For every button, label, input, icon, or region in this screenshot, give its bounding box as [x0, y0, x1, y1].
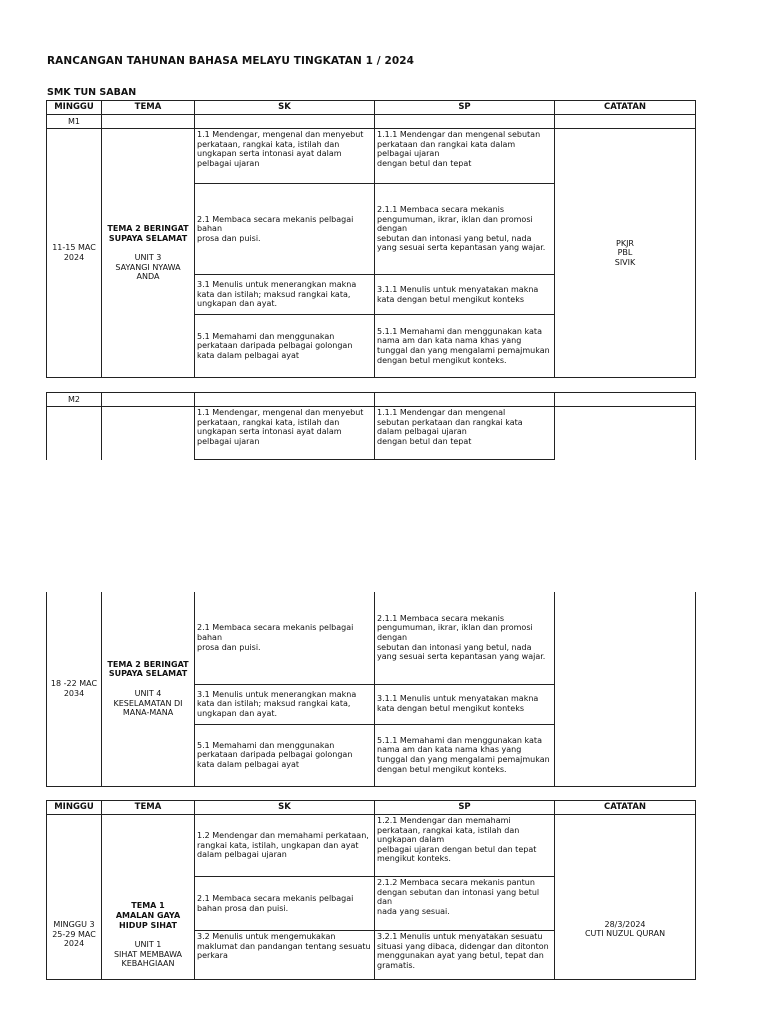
week-label: M1 — [47, 115, 102, 129]
sk-cell: 2.1 Membaca secara mekanis pelbagai bahan prosa dan puisi. — [195, 592, 375, 684]
sk-cell: 5.1 Memahami dan menggunakan perkataan daripada pelbagai golongan kata dalam pelbagai ayat — [195, 724, 375, 786]
sk-cell: 1.2 Mendengar dan memahami perkataan, rangkai kata, istilah, ungkapan dan ayat dalam pelbagai ujaran — [195, 815, 375, 877]
sk-cell: 3.1 Menulis untuk menerangkan makna kata dan istilah; maksud rangkai kata, ungkapan dan ayat. — [195, 275, 375, 315]
week-label: M2 — [47, 393, 102, 407]
week-date: MINGGU 3 25-29 MAC 2024 — [47, 815, 102, 980]
plan-table-week1 — [46, 100, 696, 378]
header-sk: SK — [195, 801, 375, 815]
header-minggu: MINGGU — [47, 801, 102, 815]
header-tema: TEMA — [102, 801, 195, 815]
table-row — [47, 592, 696, 684]
header-tema: TEMA — [102, 101, 195, 115]
catatan-cell: 28/3/2024 CUTI NUZUL QURAN — [555, 815, 696, 980]
tema-cell: TEMA 1 AMALAN GAYA HIDUP SIHAT UNIT 1 SIHAT MEMBAWA KEBAHGIAAN — [102, 815, 195, 980]
tema-cell: TEMA 2 BERINGAT SUPAYA SELAMAT UNIT 3 SAYANGI NYAWA ANDA — [102, 129, 195, 378]
sp-cell: 2.1.1 Membaca secara mekanis pengumuman, ikrar, iklan dan promosi dengan sebutan dan intonasi yang betul, nada yang sesuai serta kepantasan yang wajar. — [375, 184, 555, 275]
sp-cell: 3.2.1 Menulis untuk menyatakan sesuatu situasi yang dibaca, didengar dan ditonton menggunakan ayat yang betul, tepat dan gramatis. — [375, 931, 555, 980]
table-header-row — [47, 101, 696, 115]
sk-cell: 1.1 Mendengar, mengenal dan menyebut perkataan, rangkai kata, istilah dan ungkapan serta intonasi ayat dalam pelbagai ujaran — [195, 129, 375, 184]
plan-table-week2-start — [46, 392, 696, 460]
table-header-row — [47, 801, 696, 815]
sk-cell: 1.1 Mendengar, mengenal dan menyebut perkataan, rangkai kata, istilah dan ungkapan serta intonasi ayat dalam pelbagai ujaran — [195, 407, 375, 460]
document-title: RANCANGAN TAHUNAN BAHASA MELAYU TINGKATAN 1 / 2024 — [47, 55, 415, 67]
header-sk: SK — [195, 101, 375, 115]
sp-cell: 2.1.1 Membaca secara mekanis pengumuman, ikrar, iklan dan promosi dengan sebutan dan intonasi yang betul, nada yang sesuai serta kepantasan yang wajar. — [375, 592, 555, 684]
sp-cell: 1.1.1 Mendengar dan mengenal sebutan perkataan dan rangkai kata dalam pelbagai ujaran dengan betul dan tepat — [375, 407, 555, 460]
plan-table-week3 — [46, 800, 696, 980]
catatan-cell: PKJR PBL SIVIK — [555, 129, 696, 378]
plan-table-week2-cont — [46, 592, 696, 787]
tema-cell: TEMA 2 BERINGAT SUPAYA SELAMAT UNIT 4 KESELAMATAN DI MANA-MANA — [102, 592, 195, 786]
school-name: SMK TUN SABAN — [47, 87, 137, 98]
table-row — [47, 407, 696, 460]
sk-cell: 2.1 Membaca secara mekanis pelbagai bahan prosa dan puisi. — [195, 877, 375, 931]
header-sp: SP — [375, 101, 555, 115]
week-label-row — [47, 115, 696, 129]
sk-cell: 5.1 Memahami dan menggunakan perkataan daripada pelbagai golongan kata dalam pelbagai ayat — [195, 315, 375, 378]
week-label-row — [47, 393, 696, 407]
header-minggu: MINGGU — [47, 101, 102, 115]
sk-cell: 3.1 Menulis untuk menerangkan makna kata dan istilah; maksud rangkai kata, ungkapan dan ayat. — [195, 684, 375, 724]
header-catatan: CATATAN — [555, 801, 696, 815]
week-date: 11-15 MAC 2024 — [47, 129, 102, 378]
sk-cell: 3.2 Menulis untuk mengemukakan maklumat dan pandangan tentang sesuatu perkara — [195, 931, 375, 980]
sp-cell: 1.1.1 Mendengar dan mengenal sebutan perkataan dan rangkai kata dalam pelbagai ujaran dengan betul dan tepat — [375, 129, 555, 184]
sp-cell: 3.1.1 Menulis untuk menyatakan makna kata dengan betul mengikut konteks — [375, 275, 555, 315]
sp-cell: 1.2.1 Mendengar dan memahami perkataan, rangkai kata, istilah dan ungkapan dalam pelbagai ujaran dengan betul dan tepat mengikut konteks. — [375, 815, 555, 877]
sp-cell: 2.1.2 Membaca secara mekanis pantun dengan sebutan dan intonasi yang betul dan nada yang sesuai. — [375, 877, 555, 931]
table-row — [47, 129, 696, 184]
sp-cell: 5.1.1 Memahami dan menggunakan kata nama am dan kata nama khas yang tunggal dan yang mengalami pemajmukan dengan betul mengikut konteks. — [375, 315, 555, 378]
week-date: 18 -22 MAC 2034 — [47, 592, 102, 786]
sp-cell: 3.1.1 Menulis untuk menyatakan makna kata dengan betul mengikut konteks — [375, 684, 555, 724]
sk-cell: 2.1 Membaca secara mekanis pelbagai bahan prosa dan puisi. — [195, 184, 375, 275]
sp-cell: 5.1.1 Memahami dan menggunakan kata nama am dan kata nama khas yang tunggal dan yang mengalami pemajmukan dengan betul mengikut konteks. — [375, 724, 555, 786]
header-catatan: CATATAN — [555, 101, 696, 115]
catatan-cell — [555, 592, 696, 786]
header-sp: SP — [375, 801, 555, 815]
table-row — [47, 815, 696, 877]
